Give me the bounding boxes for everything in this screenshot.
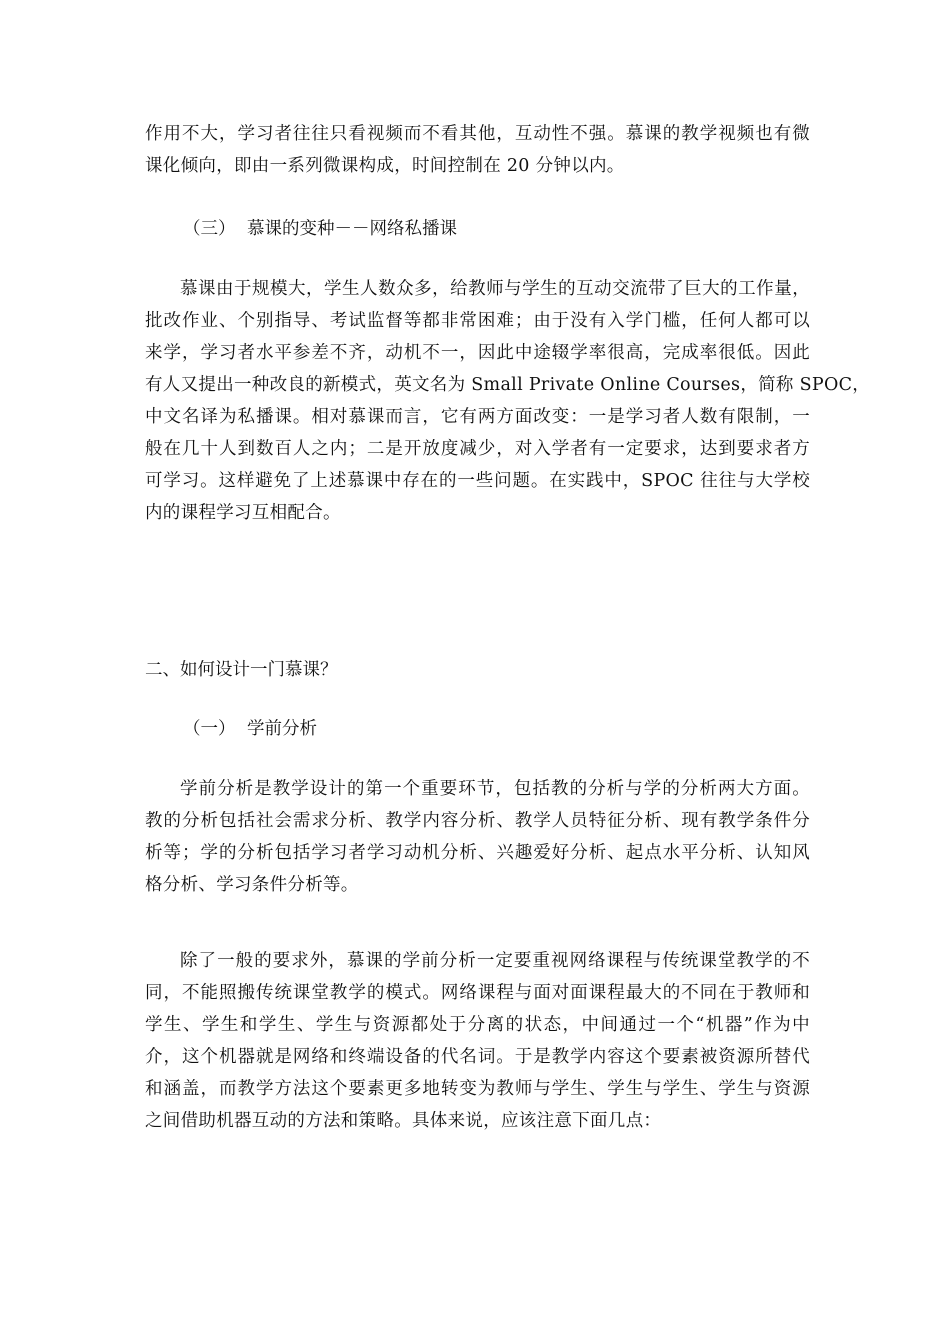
text-line: 作用不大，学习者往往只看视频而不看其他，互动性不强。慕课的教学视频也有微	[145, 124, 810, 144]
text-line: 析等；学的分析包括学习者学习动机分析、兴趣爱好分析、起点水平分析、认知风	[145, 843, 810, 863]
section-title: 慕课的变种－－网络私播课	[247, 219, 457, 239]
section-number: （三）	[183, 219, 236, 239]
text-line: 有人又提出一种改良的新模式，英文名为 Small Private Online Courses，简称 SPOC，	[145, 375, 871, 395]
text-line: 之间借助机器互动的方法和策略。具体来说，应该注意下面几点：	[145, 1111, 662, 1131]
text-line: 学生、学生和学生、学生与资源都处于分离的状态，中间通过一个“机器”作为中	[145, 1015, 810, 1035]
section-number: （一）	[183, 719, 236, 739]
text-line: 慕课由于规模大，学生人数众多，给教师与学生的互动交流带了巨大的工作量，	[180, 279, 810, 299]
section-title: 学前分析	[247, 719, 317, 739]
chapter-heading-2: 二、如何设计一门慕课？	[145, 660, 338, 680]
text-line: 般在几十人到数百人之内；二是开放度减少，对入学者有一定要求，达到要求者方	[145, 439, 810, 459]
paragraph-video-continuation	[145, 118, 810, 182]
text-line: 格分析、学习条件分析等。	[145, 875, 359, 895]
section-heading-1	[183, 713, 317, 745]
text-line: 学前分析是教学设计的第一个重要环节，包括教的分析与学的分析两大方面。	[180, 779, 810, 799]
paragraph-network-course	[145, 945, 810, 1137]
text-line: 教的分析包括社会需求分析、教学内容分析、教学人员特征分析、现有教学条件分	[145, 811, 810, 831]
text-line: 内的课程学习互相配合。	[145, 503, 341, 523]
text-line: 来学，学习者水平参差不齐，动机不一，因此中途辍学率很高，完成率很低。因此	[145, 343, 810, 363]
text-line: 除了一般的要求外，慕课的学前分析一定要重视网络课程与传统课堂教学的不	[180, 951, 810, 971]
text-line: 介，这个机器就是网络和终端设备的代名词。于是教学内容这个要素被资源所替代	[145, 1047, 810, 1067]
text-line: 中文名译为私播课。相对慕课而言，它有两方面改变：一是学习者人数有限制，一	[145, 407, 810, 427]
text-line: 和涵盖，而教学方法这个要素更多地转变为教师与学生、学生与学生、学生与资源	[145, 1079, 810, 1099]
text-line: 可学习。这样避免了上述慕课中存在的一些问题。在实践中，SPOC 往往与大学校	[145, 471, 810, 491]
text-line: 批改作业、个别指导、考试监督等都非常困难；由于没有入学门槛，任何人都可以	[145, 311, 810, 331]
paragraph-spoc	[145, 273, 871, 529]
section-heading-3	[183, 213, 457, 245]
text-line: 课化倾向，即由一系列微课构成，时间控制在 20 分钟以内。	[145, 156, 625, 176]
text-line: 同，不能照搬传统课堂教学的模式。网络课程与面对面课程最大的不同在于教师和	[145, 983, 810, 1003]
paragraph-pre-analysis	[145, 773, 810, 901]
